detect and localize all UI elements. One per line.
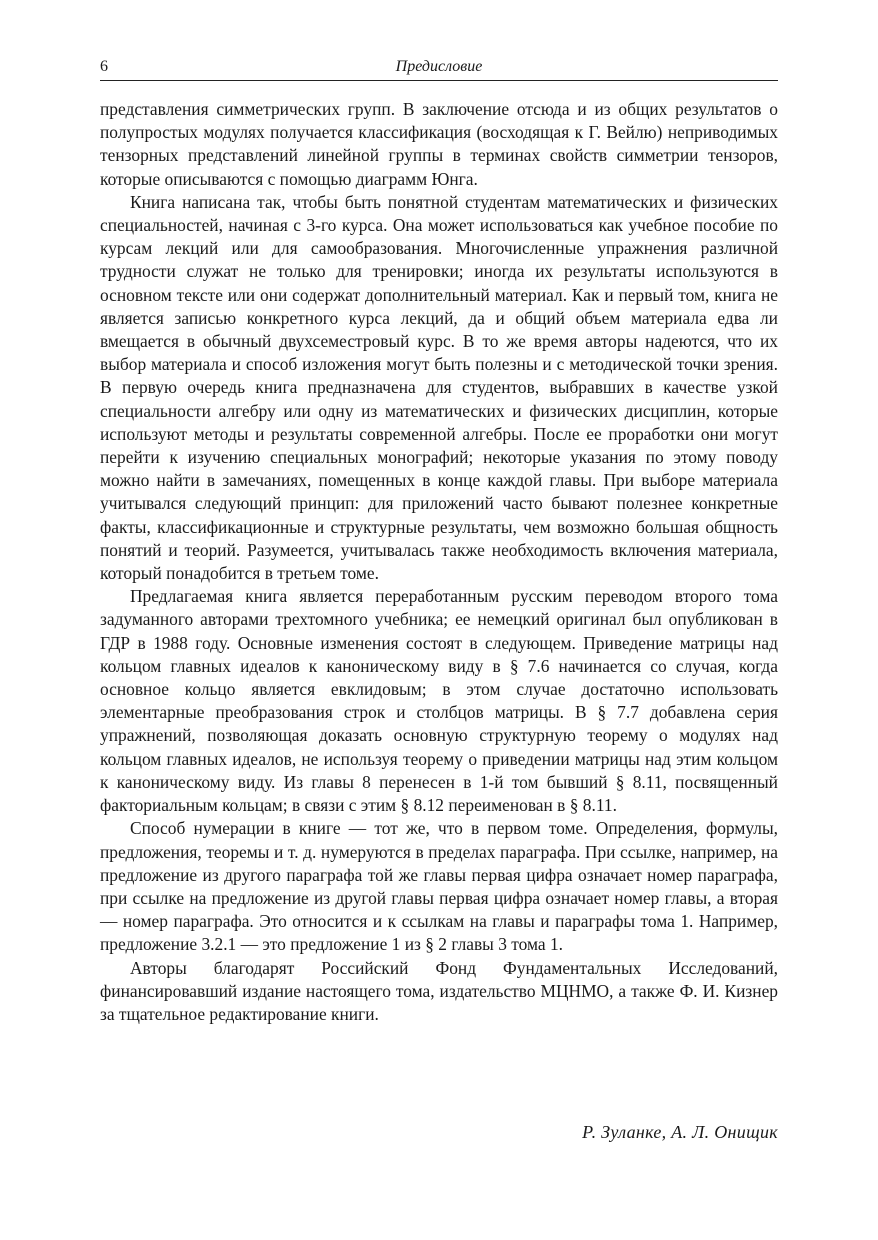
paragraph-translation-changes: Предлагаемая книга является переработанным русским переводом второго тома задуманного авторами трехтомного учебника; ее немецкий оригинал был опубликован в ГДР в 1988 году. Основные изменения состоят в следующем. Приведение матрицы над кольцом главных идеалов к каноническому виду в § 7.6 начинается со случая, когда основное кольцо является евклидовым; в этом случае достаточно использовать элементарные преобразования строк и столбцов матрицы. В § 7.7 добавлена серия упражнений, позволяющая доказать основную структурную теорему о модулях над кольцом главных идеалов, не используя теорему о приведении матрицы над этим кольцом к каноническому виду. Из главы 8 перенесен в 1-й том бывший § 8.11, посвященный факториальным кольцам; в связи с этим § 8.12 переименован в § 8.11. bbox=[100, 586, 778, 816]
page bbox=[100, 56, 778, 1026]
paragraph-numbering: Способ нумерации в книге — тот же, что в первом томе. Определения, формулы, предложения, теоремы и т. д. нумеруются в пределах параграфа. При ссылке, например, на предложение из другого параграфа той же главы первая цифра означает номер параграфа, при ссылке на предложение из другой главы первая цифра означает номер главы, а вторая — номер параграфа. Это относится и к ссылкам на главы и параграфы тома 1. Например, предложение 3.2.1 — это предложение 1 из § 2 главы 3 тома 1. bbox=[100, 818, 778, 955]
page-number: 6 bbox=[100, 58, 108, 75]
paragraph-continued: представления симметрических групп. В заключение отсюда и из общих результатов о полупростых модулях получается классификация (восходящая к Г. Вейлю) неприводимых тензорных представлений линейной группы в терминах свойств симметрии тензоров, которые описываются с помощью диаграмм Юнга. bbox=[100, 99, 778, 189]
authors-signature: Р. Зуланке, А. Л. Онищик bbox=[582, 1122, 778, 1142]
header-rule bbox=[100, 80, 778, 81]
paragraph-book-audience: Книга написана так, чтобы быть понятной студентам математических и физических специальностей, начиная с 3-го курса. Она может использоваться как учебное пособие по курсам лекций или для самообразования. Многочисленные упражнения различной трудности служат не только для тренировки; иногда их результаты используются в основном тексте или они содержат дополнительный материал. Как и первый том, книга не является записью конкретного курса лекций, да и общий объем материала едва ли вмещается в обычный двухсеместровый курс. В то же время авторы надеются, что их выбор материала и способ изложения могут быть полезны и с методической точки зрения. В первую очередь книга предназначена для студентов, выбравших в качестве узкой специальности алгебру или одну из математических и физических дисциплин, которые используют методы и результаты современной алгебры. После ее проработки они могут перейти к изучению специальных монографий; некоторые указания по этому поводу можно найти в замечаниях, помещенных в конце каждой главы. При выборе материала учитывался следующий принцип: для приложений часто бывают полезнее конкретные факты, классификационные и структурные результаты, чем возможно большая общность понятий и теорий. Разумеется, учитывалась также необходимость включения материала, который понадобится в третьем томе. bbox=[100, 191, 778, 584]
body-text bbox=[100, 98, 778, 1026]
running-title: Предисловие bbox=[395, 58, 483, 75]
running-head bbox=[100, 56, 778, 78]
paragraph-acknowledgements: Авторы благодарят Российский Фонд Фундаментальных Исследований, финансировавший издание настоящего тома, издательство МЦНМО, а также Ф. И. Кизнер за тщательное редактирование книги. bbox=[100, 957, 778, 1024]
